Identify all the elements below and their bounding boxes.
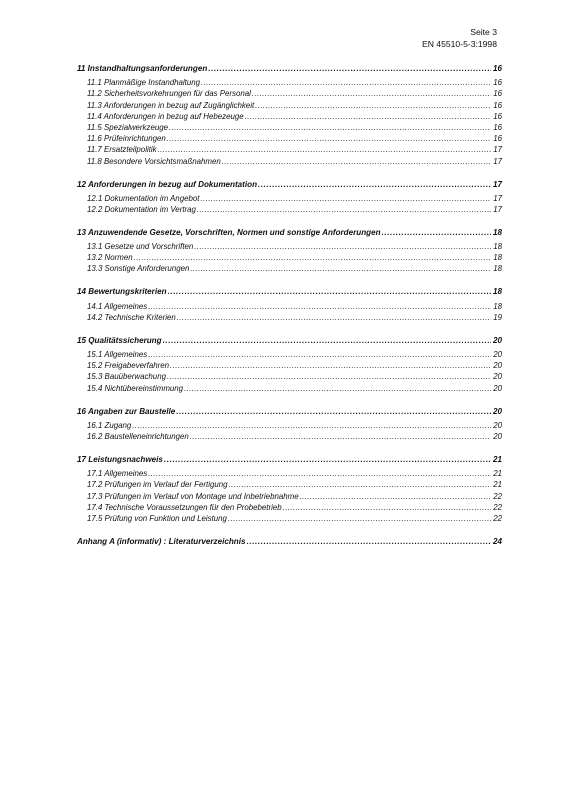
toc-entry-page: 22 bbox=[493, 513, 502, 523]
dot-leader bbox=[158, 145, 491, 154]
toc-entry-title: 14 Bewertungskriterien bbox=[77, 287, 167, 297]
dot-leader bbox=[255, 101, 491, 110]
toc-entry-page: 16 bbox=[493, 89, 502, 99]
toc-entry-page: 20 bbox=[493, 350, 502, 359]
toc-chapter-entry[interactable] bbox=[77, 226, 502, 237]
toc-subsection-entry[interactable] bbox=[77, 240, 502, 251]
toc-subsection-entry[interactable] bbox=[77, 262, 502, 273]
dot-leader bbox=[247, 537, 492, 546]
toc-entry-page: 20 bbox=[493, 431, 502, 441]
dot-leader bbox=[200, 194, 491, 203]
toc-entry-title: 11 Instandhaltungsanforderungen bbox=[77, 64, 208, 73]
dot-leader bbox=[132, 421, 491, 430]
toc-chapter-entry[interactable] bbox=[77, 535, 502, 546]
toc-entry-page: 17 bbox=[493, 204, 502, 214]
toc-entry-page: 17 bbox=[493, 156, 502, 166]
toc-entry-title: 15.1 Allgemeines bbox=[87, 350, 148, 359]
toc-subsection-entry[interactable] bbox=[77, 419, 502, 430]
dot-leader bbox=[228, 514, 491, 523]
dot-leader bbox=[168, 287, 491, 296]
toc-entry-title: 11.5 Spezialwerkzeuge bbox=[87, 122, 169, 132]
toc-chapter-entry[interactable] bbox=[77, 334, 502, 345]
dot-leader bbox=[177, 313, 491, 322]
toc-subsection-entry[interactable] bbox=[77, 110, 502, 121]
toc-subsection-entry[interactable] bbox=[77, 311, 502, 322]
toc-entry-page: 16 bbox=[493, 100, 502, 110]
toc-chapter-entry[interactable] bbox=[77, 178, 502, 189]
toc-entry-title: 13 Anzuwendende Gesetze, Vorschriften, Normen und sonstige Anforderungen bbox=[77, 227, 381, 237]
toc-entry-page: 21 bbox=[493, 480, 502, 490]
dot-leader bbox=[208, 64, 491, 73]
toc-section bbox=[77, 453, 502, 523]
toc-entry-title: 11.7 Ersatzteilpolitik bbox=[87, 145, 157, 155]
toc-entry-page: 17 bbox=[493, 193, 502, 203]
toc-entry-title: 17.3 Prüfungen im Verlauf von Montage und Inbetriebnahme bbox=[87, 491, 299, 501]
dot-leader bbox=[148, 350, 491, 359]
toc-subsection-entry[interactable] bbox=[77, 489, 502, 500]
toc-entry-title: 11.6 Prüfeinrichtungen bbox=[87, 134, 166, 144]
toc-entry-title: 12.1 Dokumentation im Angebot bbox=[87, 193, 200, 203]
toc-entry-page: 18 bbox=[493, 264, 502, 274]
dot-leader bbox=[184, 384, 491, 393]
toc-entry-page: 18 bbox=[492, 227, 502, 237]
toc-subsection-entry[interactable] bbox=[77, 132, 502, 143]
toc-entry-title: 15.2 Freigabeverfahren bbox=[87, 361, 170, 371]
dot-leader bbox=[167, 372, 491, 381]
toc-subsection-entry[interactable] bbox=[77, 76, 502, 87]
toc-entry-page: 22 bbox=[493, 491, 502, 501]
dot-leader bbox=[176, 407, 491, 416]
toc-chapter-entry[interactable] bbox=[77, 62, 502, 73]
toc-entry-title: 14.1 Allgemeines bbox=[87, 301, 148, 311]
toc-entry-page: 16 bbox=[493, 78, 502, 88]
toc-entry-title: 12 Anforderungen in bezug auf Dokumentation bbox=[77, 179, 258, 189]
toc-subsection-entry[interactable] bbox=[77, 348, 502, 359]
toc-subsection-entry[interactable] bbox=[77, 467, 502, 478]
toc-subsection-entry[interactable] bbox=[77, 87, 502, 98]
toc-subsection-entry[interactable] bbox=[77, 512, 502, 523]
dot-leader bbox=[258, 180, 491, 189]
dot-leader bbox=[222, 157, 491, 166]
dot-leader bbox=[148, 302, 491, 311]
toc-entry-title: 17.2 Prüfungen im Verlauf der Fertigung bbox=[87, 480, 228, 490]
toc-entry-title: 17 Leistungsnachweis bbox=[77, 454, 163, 464]
dot-leader bbox=[201, 78, 491, 87]
toc-entry-page: 18 bbox=[493, 301, 502, 311]
dot-leader bbox=[170, 361, 491, 370]
toc-entry-page: 20 bbox=[492, 335, 502, 345]
toc-entry-title: 11.2 Sicherheitsvorkehrungen für das Personal bbox=[87, 89, 251, 99]
dot-leader bbox=[163, 336, 491, 345]
toc-entry-title: 11.8 Besondere Vorsichtsmaßnahmen bbox=[87, 156, 221, 166]
toc-entry-page: 19 bbox=[493, 312, 502, 322]
dot-leader bbox=[194, 242, 491, 251]
toc-entry-page: 20 bbox=[492, 406, 502, 416]
dot-leader bbox=[283, 503, 491, 512]
dot-leader bbox=[382, 228, 491, 237]
dot-leader bbox=[229, 480, 491, 489]
toc-entry-page: 16 bbox=[493, 122, 502, 132]
dot-leader bbox=[190, 432, 491, 441]
toc-entry-title: Anhang A (informativ) : Literaturverzeichnis bbox=[77, 536, 246, 546]
toc-subsection-entry[interactable] bbox=[77, 143, 502, 154]
toc-entry-title: 13.3 Sonstige Anforderungen bbox=[87, 264, 190, 274]
dot-leader bbox=[300, 492, 491, 501]
toc-subsection-entry[interactable] bbox=[77, 478, 502, 489]
toc-subsection-entry[interactable] bbox=[77, 501, 502, 512]
toc-entry-page: 18 bbox=[493, 242, 502, 252]
dot-leader bbox=[190, 264, 491, 273]
toc-entry-page: 20 bbox=[493, 383, 502, 393]
toc-entry-title: 12.2 Dokumentation im Vertrag bbox=[87, 204, 196, 214]
toc-section bbox=[77, 535, 502, 546]
toc-section bbox=[77, 178, 502, 214]
toc-subsection-entry[interactable] bbox=[77, 359, 502, 370]
toc-subsection-entry[interactable] bbox=[77, 203, 502, 214]
toc-entry-page: 16 bbox=[493, 111, 502, 121]
toc-entry-page: 16 bbox=[493, 134, 502, 144]
page-header bbox=[422, 27, 497, 50]
dot-leader bbox=[197, 205, 491, 214]
dot-leader bbox=[245, 112, 491, 121]
toc-entry-page: 21 bbox=[493, 469, 502, 479]
toc-subsection-entry[interactable] bbox=[77, 121, 502, 132]
toc-entry-title: 11.4 Anforderungen in bezug auf Hebezeuge bbox=[87, 111, 244, 121]
page-number: Seite 3 bbox=[470, 27, 497, 37]
toc-subsection-entry[interactable] bbox=[77, 154, 502, 165]
toc-subsection-entry[interactable] bbox=[77, 381, 502, 392]
toc-chapter-entry[interactable] bbox=[77, 453, 502, 464]
toc-entry-title: 11.3 Anforderungen in bezug auf Zugänglichkeit bbox=[87, 100, 255, 110]
toc-entry-page: 16 bbox=[492, 64, 502, 73]
toc-entry-page: 18 bbox=[493, 253, 502, 263]
toc-section bbox=[77, 62, 502, 166]
toc-section bbox=[77, 226, 502, 274]
toc-entry-page: 20 bbox=[493, 420, 502, 430]
toc-entry-title: 16.2 Baustelleneinrichtungen bbox=[87, 431, 189, 441]
toc-entry-title: 15.3 Bauüberwachung bbox=[87, 372, 166, 382]
toc-subsection-entry[interactable] bbox=[77, 98, 502, 109]
toc-entry-page: 20 bbox=[493, 372, 502, 382]
toc-subsection-entry[interactable] bbox=[77, 299, 502, 310]
toc-entry-title: 17.4 Technische Voraussetzungen für den Probebetrieb bbox=[87, 502, 282, 512]
toc-subsection-entry[interactable] bbox=[77, 370, 502, 381]
toc-entry-title: 13.2 Normen bbox=[87, 253, 133, 263]
toc-section bbox=[77, 405, 502, 441]
toc-entry-page: 21 bbox=[492, 454, 502, 464]
toc-entry-title: 15 Qualitätssicherung bbox=[77, 335, 162, 345]
toc-chapter-entry[interactable] bbox=[77, 285, 502, 296]
dot-leader bbox=[134, 253, 491, 262]
dot-leader bbox=[169, 123, 491, 132]
dot-leader bbox=[164, 455, 491, 464]
toc-entry-title: 15.4 Nichtübereinstimmung bbox=[87, 383, 184, 393]
toc-entry-title: 13.1 Gesetze und Vorschriften bbox=[87, 242, 194, 252]
toc-entry-title: 14.2 Technische Kriterien bbox=[87, 312, 176, 322]
toc-section bbox=[77, 334, 502, 393]
toc-entry-title: 11.1 Planmäßige Instandhaltung bbox=[87, 78, 201, 88]
dot-leader bbox=[252, 89, 491, 98]
toc-entry-page: 17 bbox=[492, 179, 502, 189]
toc-subsection-entry[interactable] bbox=[77, 192, 502, 203]
table-of-contents bbox=[77, 62, 502, 558]
toc-entry-title: 17.1 Allgemeines bbox=[87, 469, 148, 479]
toc-chapter-entry[interactable] bbox=[77, 405, 502, 416]
toc-entry-page: 22 bbox=[493, 502, 502, 512]
toc-subsection-entry[interactable] bbox=[77, 430, 502, 441]
toc-subsection-entry[interactable] bbox=[77, 251, 502, 262]
toc-entry-title: 16 Angaben zur Baustelle bbox=[77, 406, 176, 416]
toc-entry-page: 18 bbox=[492, 287, 502, 297]
toc-entry-page: 24 bbox=[492, 536, 502, 546]
dot-leader bbox=[148, 469, 491, 478]
dot-leader bbox=[167, 134, 491, 143]
toc-entry-title: 17.5 Prüfung von Funktion und Leistung bbox=[87, 513, 227, 523]
toc-section bbox=[77, 285, 502, 321]
toc-entry-page: 20 bbox=[493, 361, 502, 371]
toc-entry-title: 16.1 Zugang bbox=[87, 420, 132, 430]
toc-entry-page: 17 bbox=[493, 145, 502, 155]
document-id: EN 45510-5-3:1998 bbox=[421, 38, 497, 49]
